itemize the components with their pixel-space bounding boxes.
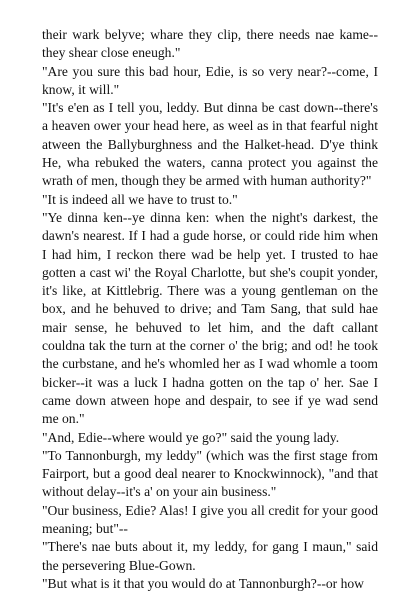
- paragraph: "But what is it that you would do at Tannonburgh?--or how: [42, 575, 365, 591]
- paragraph: "And, Edie--where would ye go?" said the young lady.: [42, 429, 340, 445]
- page-text: [42, 26, 378, 593]
- paragraph: "Ye dinna ken--ye dinna ken: when the night's darkest, the dawn's nearest. If I had a gude horse, or could ride him when I had him, I reckon there wad be help yet. I trusted to hae gotten a cast wi' the Royal Charlotte, but she's coupit yonder, it's like, at Kittlebrig. There was a young gentleman on the box, and he behuved to drive; and Tam Sang, that suld hae mair sense, he behuved to let him, and the daft callant couldna tak the turn at the corner o' the brig; and od! he took the curbstane, and he's whomled her as I wad whomle a toom bicker--it was a luck I hadna gotten on the tap o' her. Sae I came down atween hope and despair, to see if ye wad send me on.": [42, 209, 378, 427]
- paragraph: "There's nae buts about it, my leddy, for gang I maun," said the persevering Blue-Gown.: [42, 539, 378, 573]
- paragraph: "Our business, Edie? Alas! I give you all credit for your good meaning; but"--: [42, 502, 378, 537]
- paragraph: "It's e'en as I tell you, leddy. But dinna be cast down--there's a heaven ower your head here, as weel as in that fearful night atween the Ballyburghness and the Halket-head. D'ye think He, wha rebuked the waters, canna protect you against the wrath of men, though they be armed with human authority?": [42, 100, 378, 189]
- paragraph: "To Tannonburgh, my leddy" (which was the first stage from Fairport, but a good deal nearer to Knockwinnock), "and that without delay--it's a' on your ain business.": [42, 447, 378, 500]
- paragraph: their wark belyve; whare they clip, there needs nae kame--they shear close eneugh.": [42, 27, 378, 61]
- paragraph: "It is indeed all we have to trust to.": [42, 191, 238, 207]
- paragraph: "Are you sure this bad hour, Edie, is so very near?--come, I know, it will.": [42, 63, 378, 97]
